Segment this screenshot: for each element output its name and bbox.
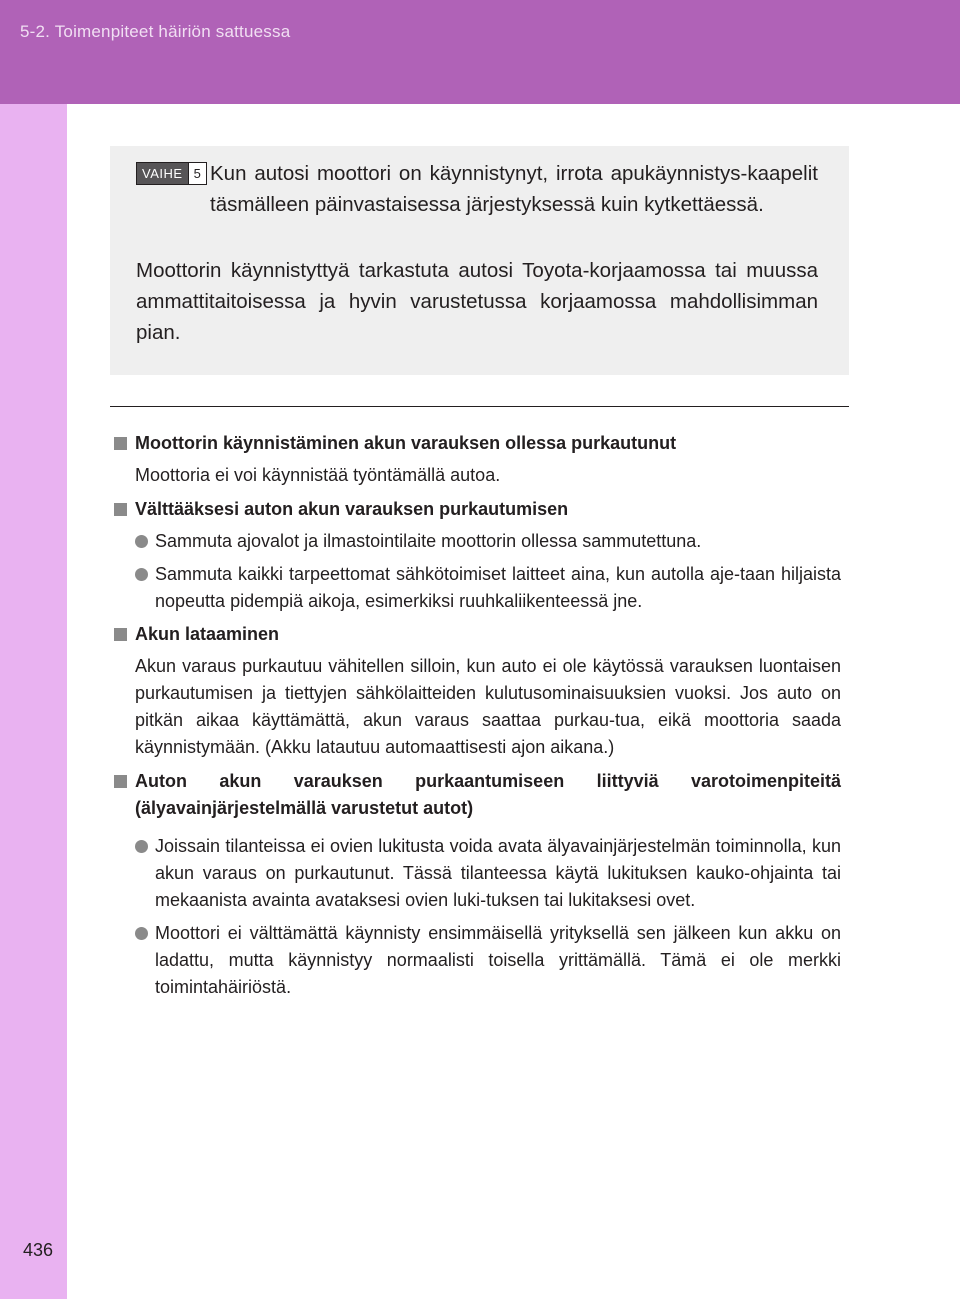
heading-text: Moottorin käynnistäminen akun varauksen ollessa purkautunut — [135, 433, 677, 453]
circle-bullet-icon — [135, 927, 148, 940]
section-heading — [114, 621, 841, 648]
step-text: Kun autosi moottori on käynnistynyt, irrota apukäynnistys-kaapelit täsmälleen päinvastaisessa järjestyksessä kuin kytkettäessä. — [210, 162, 818, 216]
list-item-text: Moottori ei välttämättä käynnisty ensimmäisellä yrityksellä sen jälkeen kun akku on ladattu, mutta käynnistyy normaalisti toisella yrittämällä. Tämä ei ole merkki toimintahäiriöstä. — [155, 923, 841, 997]
list-item-text: Joissain tilanteissa ei ovien lukitusta voida avata älyavainjärjestelmän toiminnolla, kun akun varaus on purkautunut. Tässä tilanteessa käytä lukituksen kauko-ohjainta tai mekaanista avainta avataksesi ovien luki-tuksen tai lukitaksesi ovet. — [155, 836, 841, 910]
step-note: Moottorin käynnistyttyä tarkastuta autosi Toyota-korjaamossa tai muussa ammattitaitoisessa ja hyvin varustetussa korjaamossa mahdollisimman pian. — [136, 259, 818, 344]
circle-bullet-icon — [135, 535, 148, 548]
circle-bullet-icon — [135, 840, 148, 853]
circle-bullet-icon — [135, 568, 148, 581]
square-bullet-icon — [114, 628, 127, 641]
square-bullet-icon — [114, 437, 127, 450]
divider — [110, 406, 849, 407]
list-item — [135, 528, 841, 555]
section-body: Akun varaus purkautuu vähitellen silloin, kun auto ei ole käytössä varauksen luontaisen purkautumisen ja tiettyjen sähkölaitteiden kulutusominaisuuksien vuoksi. Jos auto on pitkän aikaa käyttämättä, akun varaus saattaa purkau-tua, eikä moottoria saada käynnistymään. (Akku latautuu automaattisesti ajon aikana.) — [135, 656, 841, 757]
section-title: 5-2. Toimenpiteet häiriön sattuessa — [20, 22, 291, 41]
page-number: 436 — [23, 1240, 54, 1260]
square-bullet-icon — [114, 775, 127, 788]
list-item-text: Sammuta ajovalot ja ilmastointilaite moottorin ollessa sammutettuna. — [155, 531, 702, 551]
section-body: Moottoria ei voi käynnistää työntämällä autoa. — [135, 465, 501, 485]
step-label: VAIHE — [137, 163, 188, 184]
section-heading — [114, 496, 841, 523]
step-badge — [136, 162, 207, 185]
heading-text: Auton akun varauksen purkaantumiseen liittyviä varotoimenpiteitä (älyavainjärjestelmällä varustetut autot) — [135, 771, 841, 818]
list-item — [135, 833, 841, 914]
step-number: 5 — [188, 163, 206, 184]
square-bullet-icon — [114, 503, 127, 516]
heading-text: Akun lataaminen — [135, 624, 280, 644]
header-band — [0, 0, 960, 104]
info-sections — [114, 430, 841, 1007]
list-item-text: Sammuta kaikki tarpeettomat sähkötoimiset laitteet aina, kun autolla aje-taan hiljaista nopeutta pidempiä aikoja, esimerkiksi ruuhkaliikenteessä jne. — [155, 564, 841, 611]
heading-text: Välttääksesi auton akun varauksen purkautumisen — [135, 499, 569, 519]
list-item — [135, 920, 841, 1001]
side-band — [0, 104, 67, 1299]
section-heading — [114, 768, 841, 822]
section-heading — [114, 430, 841, 457]
list-item — [135, 561, 841, 615]
